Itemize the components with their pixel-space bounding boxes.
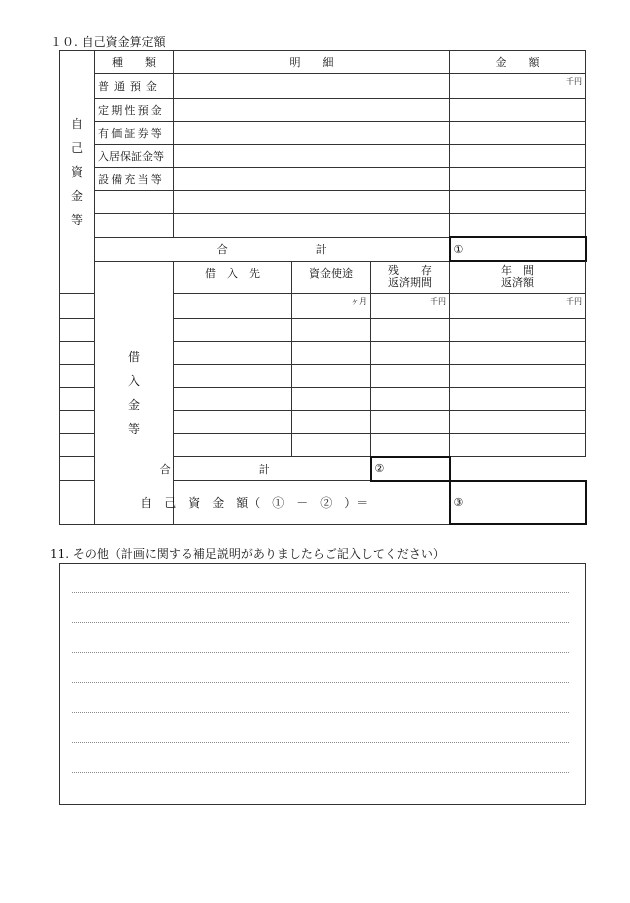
annual-repayment-header-line-1: 年 間 [501, 264, 534, 278]
own-funds-detail-field[interactable] [174, 214, 450, 238]
type-header: 種 類 [95, 51, 174, 74]
net-own-funds-field[interactable]: ③ [450, 481, 586, 525]
loan-period-field[interactable] [292, 364, 371, 387]
loan-purpose-field[interactable] [174, 387, 292, 410]
loan-two-year-field[interactable] [450, 387, 586, 410]
loan-purpose-field[interactable] [174, 293, 292, 318]
own-funds-row [60, 214, 586, 238]
own-funds-side-label-char: 自 [70, 116, 83, 131]
remarks-line [72, 622, 569, 623]
remarks-box[interactable] [59, 563, 586, 805]
own-funds-side-label-char: 資 [70, 164, 83, 179]
loans-total-row [60, 457, 586, 481]
own-funds-side-label-char: 等 [70, 212, 83, 227]
loan-annual-field[interactable] [371, 318, 450, 341]
loan-annual-field[interactable] [371, 341, 450, 364]
loan-period-field[interactable] [292, 410, 371, 433]
lender-header: 借 入 先 [174, 261, 292, 293]
own-funds-amount-field[interactable] [450, 214, 586, 238]
own-funds-total-label: 合 計 [95, 237, 450, 261]
loan-purpose-field[interactable] [174, 410, 292, 433]
loan-two-year-field[interactable] [450, 410, 586, 433]
own-funds-amount-field[interactable] [450, 168, 586, 191]
own-funds-type: 普通預金 [95, 74, 174, 99]
loans-side-label-char: 等 [127, 421, 140, 436]
own-funds-row [60, 168, 586, 191]
own-funds-type-field[interactable] [95, 214, 174, 238]
loans-header-row [60, 261, 586, 293]
own-funds-side-label [60, 51, 95, 294]
own-funds-type: 有価証券等 [95, 122, 174, 145]
own-funds-loans-table [59, 50, 586, 525]
loans-total-label: 合 計 [60, 457, 371, 481]
loan-two-year-field[interactable] [450, 364, 586, 387]
own-funds-amount-field[interactable] [450, 145, 586, 168]
own-funds-amount-field[interactable]: 千円 [450, 74, 586, 99]
loan-lender-field[interactable] [60, 433, 95, 457]
own-funds-type: 定期性預金 [95, 99, 174, 122]
loan-period-field[interactable]: ヶ月 [292, 293, 371, 318]
loan-annual-field[interactable] [371, 364, 450, 387]
own-funds-row [60, 122, 586, 145]
remarks-line [72, 682, 569, 683]
remaining-period-header-line-1: 残 存 [388, 264, 432, 277]
loan-purpose-field[interactable] [174, 318, 292, 341]
loan-annual-field[interactable]: 千円 [371, 293, 450, 318]
loan-lender-field[interactable] [60, 387, 95, 410]
loan-lender-field[interactable] [60, 293, 95, 318]
loans-side-label-char: 借 [127, 349, 140, 364]
own-funds-row [60, 99, 586, 122]
own-funds-amount-field[interactable] [450, 191, 586, 214]
own-funds-detail-field[interactable] [174, 145, 450, 168]
loans-total-field[interactable]: ② [371, 457, 450, 481]
loan-purpose-field[interactable] [174, 341, 292, 364]
loan-lender-field[interactable] [60, 341, 95, 364]
purpose-header: 資金使途 [292, 261, 371, 293]
own-funds-total-row [60, 237, 586, 261]
remarks-line [72, 652, 569, 653]
net-own-funds-row [60, 481, 586, 525]
own-funds-amount-field[interactable] [450, 99, 586, 122]
loan-period-field[interactable] [292, 341, 371, 364]
loan-annual-field[interactable] [371, 410, 450, 433]
detail-header: 明 細 [174, 51, 450, 74]
section-10-title: １０. 自己資金算定額 [50, 35, 166, 49]
net-own-funds-label: 自 己 資 金 額（ ① － ② ）＝ [60, 481, 450, 525]
own-funds-side-label-char: 己 [70, 140, 83, 155]
own-funds-row [60, 191, 586, 214]
loan-lender-field[interactable] [60, 318, 95, 341]
remarks-line [72, 712, 569, 713]
remarks-line [72, 592, 569, 593]
loan-annual-field[interactable] [371, 433, 450, 457]
remarks-line [72, 742, 569, 743]
own-funds-detail-field[interactable] [174, 122, 450, 145]
annual-repayment-header-line-2: 返済額 [501, 276, 534, 290]
own-funds-detail-field[interactable] [174, 99, 450, 122]
loan-two-year-field[interactable] [450, 318, 586, 341]
own-funds-total-field[interactable]: ① [450, 237, 586, 261]
loan-period-field[interactable] [292, 433, 371, 457]
own-funds-side-label-char: 金 [70, 188, 83, 203]
section-11-title: 11. その他（計画に関する補足説明がありましたらご記入してください） [50, 547, 445, 561]
remarks-line [72, 772, 569, 773]
remaining-period-header [371, 261, 450, 293]
loan-period-field[interactable] [292, 318, 371, 341]
own-funds-header-row [60, 51, 586, 74]
own-funds-detail-field[interactable] [174, 74, 450, 99]
loans-side-label-char: 入 [127, 373, 140, 388]
own-funds-type: 設備充当等 [95, 168, 174, 191]
loan-two-year-field[interactable] [450, 433, 586, 457]
loan-annual-field[interactable] [371, 387, 450, 410]
loan-two-year-field[interactable]: 千円 [450, 293, 586, 318]
loans-side-label-char: 金 [127, 397, 140, 412]
annual-repayment-header [450, 261, 586, 293]
amount-header: 金 額 [450, 51, 586, 74]
own-funds-amount-field[interactable] [450, 122, 586, 145]
loan-lender-field[interactable] [60, 410, 95, 433]
own-funds-type-field[interactable] [95, 191, 174, 214]
own-funds-row [60, 145, 586, 168]
loan-lender-field[interactable] [60, 364, 95, 387]
own-funds-row [60, 74, 586, 99]
loan-purpose-field[interactable] [174, 433, 292, 457]
loan-period-field[interactable] [292, 387, 371, 410]
loan-two-year-field[interactable] [450, 341, 586, 364]
own-funds-detail-field[interactable] [174, 191, 450, 214]
own-funds-detail-field[interactable] [174, 168, 450, 191]
remaining-period-header-line-2: 返済期間 [388, 276, 432, 289]
own-funds-type: 入居保証金等 [95, 145, 174, 168]
loan-purpose-field[interactable] [174, 364, 292, 387]
